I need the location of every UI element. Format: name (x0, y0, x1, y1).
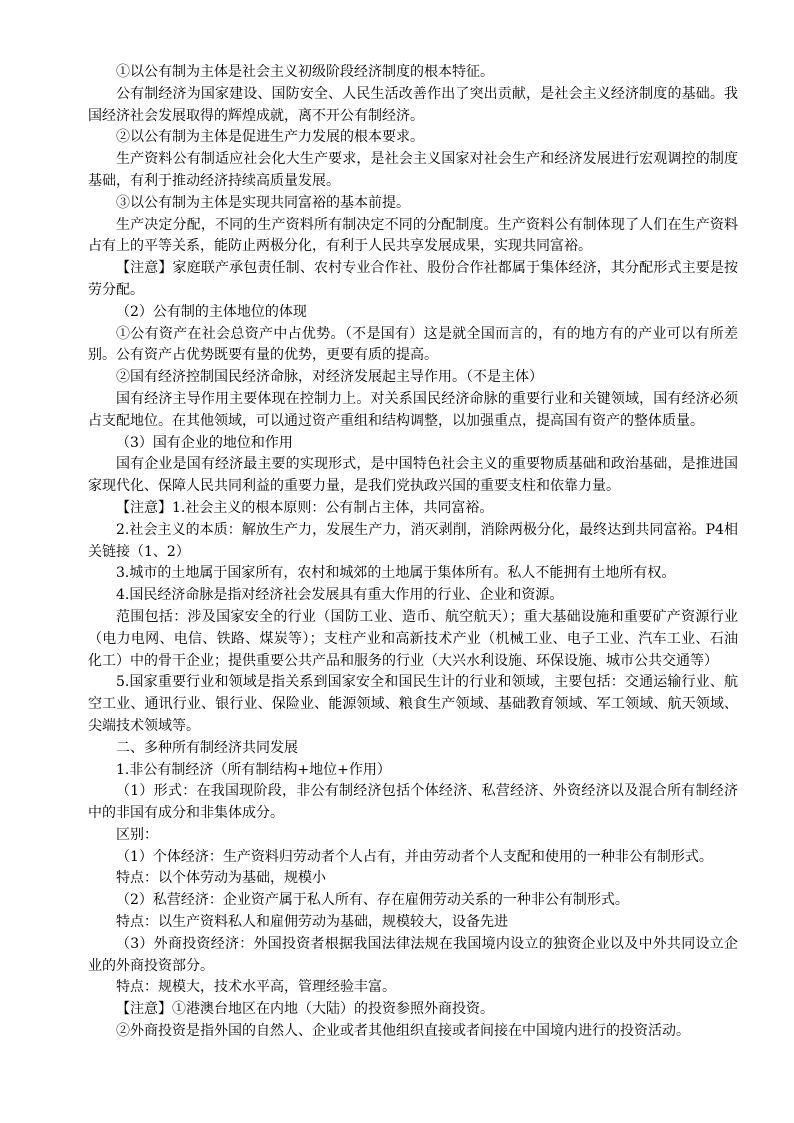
paragraph: 5.国家重要行业和领域是指关系到国家安全和国民生计的行业和领域，主要包括：交通运输行业、航空工业、通讯行业、银行业、保险业、能源领域、粮食生产领域、基础教育领域、军工领域、航天领域、尖端技术领域等。 (88, 674, 738, 734)
paragraph: （3）外商投资经济：外国投资者根据我国法律法规在我国境内设立的独资企业以及中外共同设立企业的外商投资部分。 (88, 935, 738, 974)
section-heading: （2）公有制的主体地位的体现 (116, 303, 307, 320)
note-paragraph: 【注意】家庭联产承包责任制、农村专业合作社、股份合作社都属于集体经济，其分配形式主要是按劳分配。 (88, 260, 738, 298)
paragraph: 国有经济主导作用主要体现在控制力上。对关系国民经济命脉的重要行业和关键领域，国有经济必须占支配地位。在其他领域，可以通过资产重组和结构调整，以加强重点，提高国有资产的整体质量。 (88, 390, 738, 429)
paragraph: （1）形式：在我国现阶段，非公有制经济包括个体经济、私营经济、外资经济以及混合所有制经济中的非国有成分和非集体成分。 (88, 783, 738, 822)
paragraph: （2）私营经济：企业资产属于私人所有、存在雇佣劳动关系的一种非公有制形式。 (116, 892, 629, 909)
paragraph: 范围包括：涉及国家安全的行业（国防工业、造币、航空航天）；重大基础设施和重要矿产资源行业（电力电网、电信、铁路、煤炭等）；支柱产业和高新技术产业（机械工业、电子工业、汽车工业、石油化工）中的骨干企业；提供重要公共产品和服务的行业（大兴水利设施、环保设施、城市公共交通等） (88, 608, 738, 669)
section-heading: 1.非公有制经济（所有制结构+地位+作用） (116, 761, 391, 778)
paragraph: 生产决定分配，不同的生产资料所有制决定不同的分配制度。生产资料公有制体现了人们在生产资料占有上的平等关系，能防止两极分化，有利于人民共享发展成果，实现共同富裕。 (88, 216, 738, 255)
paragraph: ②国有经济控制国民经济命脉，对经济发展起主导作用。（不是主体） (116, 369, 543, 386)
paragraph: ③以公有制为主体是实现共同富裕的基本前提。 (116, 194, 410, 211)
section-heading: （3）国有企业的地位和作用 (116, 434, 293, 451)
paragraph: 特点：以个体劳动为基础，规模小 (116, 870, 326, 887)
paragraph: 4.国民经济命脉是指对经济社会发展具有重大作用的行业、企业和资源。 (116, 587, 564, 604)
paragraph: 2.社会主义的本质：解放生产力，发展生产力，消灭剥削，消除两极分化，最终达到共同富裕。P4相关链接（1、2） (88, 521, 738, 560)
paragraph: ①以公有制为主体是社会主义初级阶段经济制度的根本特征。 (116, 64, 494, 80)
paragraph: （1）个体经济：生产资料归劳动者个人占有，并由劳动者个人支配和使用的一种非公有制形式。 (116, 848, 713, 865)
paragraph: 特点：规模大，技术水平高，管理经验丰富。 (116, 979, 396, 996)
paragraph: 3.城市的土地属于国家所有，农村和城郊的土地属于集体所有。私人不能拥有土地所有权。 (116, 565, 676, 582)
paragraph: 特点：以生产资料私人和雇佣劳动为基础，规模较大，设备先进 (116, 914, 508, 931)
paragraph: ②以公有制为主体是促进生产力发展的根本要求。 (116, 129, 424, 146)
paragraph: 国有企业是国有经济最主要的实现形式，是中国特色社会主义的重要物质基础和政治基础，是推进国家现代化、保障人民共同利益的重要力量，是我们党执政兴国的重要支柱和依靠力量。 (88, 456, 738, 495)
paragraph: 公有制经济为国家建设、国防安全、人民生活改善作出了突出贡献，是社会主义经济制度的基础。我国经济社会发展取得的辉煌成就，离不开公有制经济。 (88, 85, 738, 124)
document-page (88, 62, 738, 1043)
paragraph: 区别： (116, 826, 158, 843)
paragraph: ①公有资产在社会总资产中占优势。（不是国有）这是就全国而言的，有的地方有的产业可以有所差别。公有资产占优势既要有量的优势，更要有质的提高。 (88, 325, 738, 364)
note-paragraph: 【注意】1.社会主义的根本原则：公有制占主体，共同富裕。 (116, 499, 494, 516)
paragraph: ②外商投资是指外国的自然人、企业或者其他组织直接或者间接在中国境内进行的投资活动。 (116, 1023, 690, 1040)
paragraph: 生产资料公有制适应社会化大生产要求，是社会主义国家对社会生产和经济发展进行宏观调控的制度基础，有利于推动经济持续高质量发展。 (88, 151, 738, 189)
section-heading: 二、多种所有制经济共同发展 (116, 739, 298, 756)
note-paragraph: 【注意】①港澳台地区在内地（大陆）的投资参照外商投资。 (116, 1001, 494, 1018)
